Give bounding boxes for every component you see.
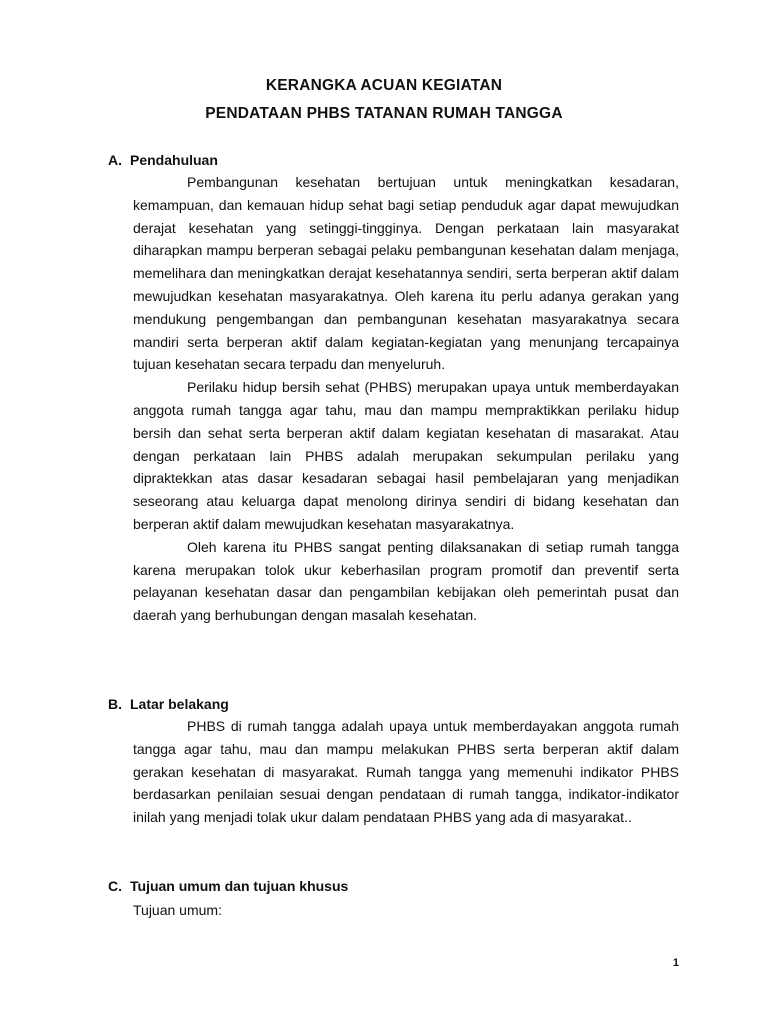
section-b-body: [133, 715, 679, 829]
section-a-letter: A.: [108, 152, 122, 168]
section-a-body: [133, 171, 679, 627]
section-c-subline: Tujuan umum:: [133, 902, 222, 918]
section-a-paragraph-3: Oleh karena itu PHBS sangat penting dilaksanakan di setiap rumah tangga karena merupakan tolok ukur keberhasilan program promotif dan preventif serta pelayanan kesehatan dasar dan pengambilan kebijakan oleh pemerintah pusat dan daerah yang berhubungan dengan masalah kesehatan.: [133, 538, 679, 624]
section-a-heading: [108, 152, 218, 168]
document-title-line-1: KERANGKA ACUAN KEGIATAN: [265, 77, 503, 94]
section-b-letter: B.: [108, 696, 122, 712]
section-b-paragraph-1: PHBS di rumah tangga adalah upaya untuk memberdayakan anggota rumah tangga agar tahu, mau dan mampu melakukan PHBS serta berperan aktif dalam gerakan kesehatan di masyarakat. Rumah tangga yang memenuhi indikator PHBS berdasarkan penilaian sesuai dengan pendataan di rumah tangga, indikator-indikator inilah yang menjadi tolak ukur dalam pendataan PHBS yang ada di masyarakat..: [133, 718, 679, 826]
section-a-paragraph-2: Perilaku hidup bersih sehat (PHBS) merupakan upaya untuk memberdayakan anggota rumah tangga agar tahu, mau dan mampu mempraktikkan perilaku hidup bersih dan sehat serta berperan aktif dalam kegiatan kesehatan di masarakat. Atau dengan perkataan lain PHBS adalah merupakan sekumpulan perilaku yang dipraktekkan atas dasar kesadaran sebagai hasil pembelajaran yang menjadikan seseorang atau keluarga dapat menolong dirinya sendiri di bidang kesehatan dan berperan aktif dalam mewujudkan kesehatan masyarakatnya.: [133, 379, 679, 532]
section-c-heading: [108, 878, 348, 894]
section-c-title: Tujuan umum dan tujuan khusus: [130, 878, 349, 894]
section-a-paragraph-1: Pembangunan kesehatan bertujuan untuk meningkatkan kesadaran, kemampuan, dan kemauan hidup sehat bagi setiap penduduk agar dapat mewujudkan derajat kesehatan yang setinggi-tingginya. Dengan perkataan lain masyarakat diharapkan mampu berperan sebagai pelaku pembangunan kesehatan dalam menjaga, memelihara dan meningkatkan derajat kesehatannya sendiri, serta berperan aktif dalam mewujudkan kesehatan masyarakatnya. Oleh karena itu perlu adanya gerakan yang mendukung pengembangan dan pembangunan kesehatan masyarakatnya secara mandiri serta berperan aktif dalam kegiatan-kegiatan yang menunjang tercapainya tujuan kesehatan secara terpadu dan menyeluruh.: [133, 174, 679, 373]
section-c-letter: C.: [108, 878, 122, 894]
page-number: 1: [672, 957, 679, 969]
section-b-heading: [108, 696, 229, 712]
section-b-title: Latar belakang: [130, 696, 229, 712]
document-title-line-2: PENDATAAN PHBS TATANAN RUMAH TANGGA: [205, 105, 563, 122]
section-a-title: Pendahuluan: [130, 152, 218, 168]
